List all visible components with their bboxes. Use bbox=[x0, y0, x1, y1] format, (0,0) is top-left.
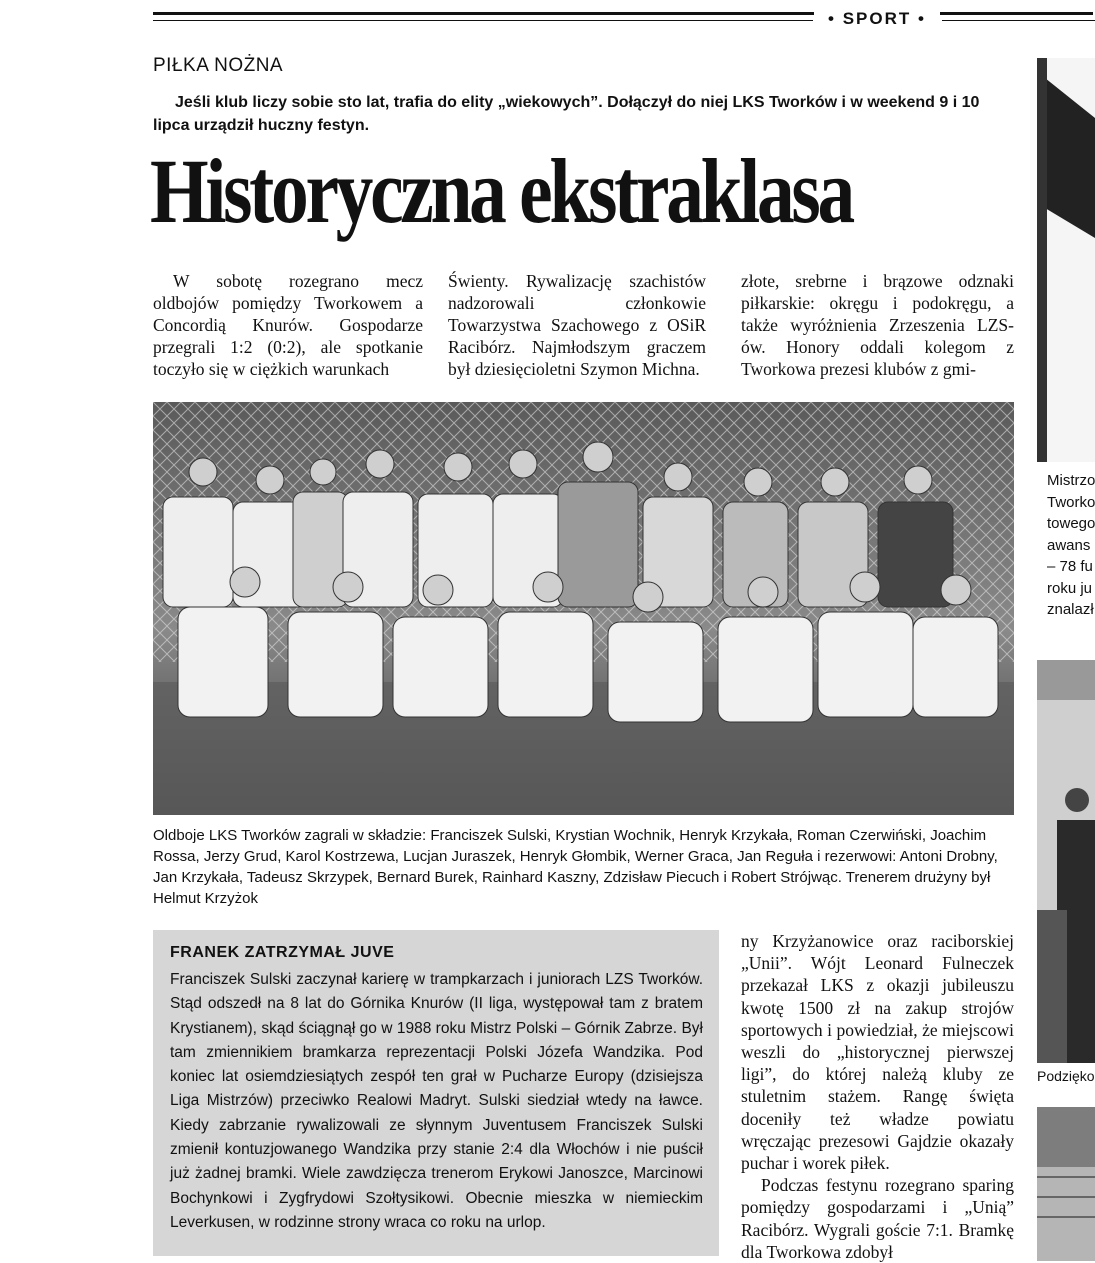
article-lead: Jeśli klub liczy sobie sto lat, trafia do elity „wiekowych”. Dołączył do niej LKS Tworków i w weekend 9 i 10 lipca urządził huczny festyn. bbox=[153, 94, 980, 134]
side-photo-1 bbox=[1037, 58, 1095, 462]
caption-line: roku ju bbox=[1047, 579, 1093, 597]
photo-caption: Oldboje LKS Tworków zagrali w składzie: Franciszek Sulski, Krystian Wochnik, Henryk Krzykała, Roman Czerwiński, Joachim Rossa, Jerzy Grud, Karol Kostrzewa, Lucjan Juraszek, Henryk Głombik, Werner Graca, Jan Reguła i rezerwowi: Antoni Drobny, Jan Krzykała, Tadeusz Skrzypek, Bernard Burek, Rainhard Kaszny, Zdzisław Piecuch i Robert Strójwąc. Trenerem drużyny był Helmut Krzyżok bbox=[153, 827, 998, 907]
caption-line: towego bbox=[1047, 515, 1095, 532]
top-rule bbox=[153, 12, 1093, 15]
sidebar-box-title: FRANEK ZATRZYMAŁ JUVE bbox=[170, 944, 395, 961]
side-caption-2: Podzięko bbox=[1037, 1068, 1095, 1084]
top-rule-thin-right bbox=[942, 20, 1095, 21]
caption-line: Mistrzo bbox=[1047, 472, 1095, 489]
article-headline: Historyczna ekstraklasa bbox=[150, 140, 852, 242]
sidebar-box-text: Franciszek Sulski zaczynał karierę w trampkarzach i juniorach LZS Tworków. Stąd odszedł na 8 lat do Górnika Knurów (II liga, występował tam z bratem Krystianem), skąd ściągnął go w 1988 roku Mistrz Polski – Górnik Zabrze. Był tam zmiennikiem bramkarza reprezentacji Polski Józefa Wandzika. Pod koniec lat osiemdziesiątych zespół ten grał w Pucharze Europy (dzisiejsza Liga Mistrzów) przeciwko Realowi Madryt. Sulski siedział wtedy na ławce. Kiedy zabrzanie rywalizowali ze słynnym Juventusem Franciszek Sulski zmienił kontuzjowanego Wandzika przy stanie 2:4 dla Włochów i nie puścił już żadnej bramki. Wiele zawdzięcza trenerom Erykowi Janoszce, Marcinowi Bochynkowi i Zygfrydowi Szołtysikowi. Obecnie mieszka w niemieckim Leverkusen, w rodzinne strony wraca co roku na urlop. bbox=[170, 971, 703, 1231]
caption-line: – 78 fu bbox=[1047, 558, 1093, 575]
caption-line: awans bbox=[1047, 536, 1091, 554]
article-column-2: Świenty. Rywalizację szachistów nadzorowali członkowie Towarzystwa Szachowego z OSiR Racibórz. Najmłodszym graczem był dziesięcioletni Szymon Michna. bbox=[448, 271, 706, 379]
top-rule-thin bbox=[153, 20, 813, 21]
section-label: • SPORT • bbox=[814, 8, 940, 30]
caption-line: znalazł bbox=[1047, 601, 1094, 618]
paragraph: Podczas festynu rozegrano sparing pomiędzy gospodarzami i „Unią” Racibórz. Wygrali goście 7:1. Bramkę dla Tworkowa zdobył bbox=[741, 1175, 1014, 1262]
side-photo-3 bbox=[1037, 1107, 1095, 1261]
article-column-3-continued bbox=[741, 930, 1014, 1263]
article-rubric: PIŁKA NOŻNA bbox=[153, 55, 284, 76]
side-caption-1 bbox=[1047, 470, 1095, 621]
side-photo-2-illustration bbox=[1037, 660, 1095, 1063]
side-photo-2 bbox=[1037, 660, 1095, 1063]
article-column-1: W sobotę rozegrano mecz oldbojów pomiędzy Tworkowem a Concordią Knurów. Gospodarze przegrali 1:2 (0:2), ale spotkanie toczyło się w ciężkich warunkach bbox=[153, 271, 423, 379]
side-photo-3-illustration bbox=[1037, 1107, 1095, 1261]
article-column-3: złote, srebrne i brązowe odznaki piłkarskie: okręgu i podokręgu, a także wyróżnienia Zrzeszenia LZS-ów. Honory oddali kolegom z Tworkowa prezesi klubów z gmi- bbox=[741, 271, 1014, 379]
team-photo bbox=[153, 402, 1014, 815]
team-photo-illustration bbox=[153, 402, 1014, 815]
caption-line: Tworko bbox=[1047, 493, 1095, 511]
side-photo-1-illustration bbox=[1037, 58, 1095, 462]
paragraph: ny Krzyżanowice oraz raciborskiej „Unii”. Wójt Leonard Fulneczek przekazał LKS z okazji jubileuszu kwotę 1500 zł na zakup strojów sportowych i powiedział, że miejscowi weszli do „historycznej pierwszej ligi”, do której należą kluby ze stuletnim stażem. Rangę święta doceniły też władze powiatu wręczając prezesowi Gajdzie okazały puchar i worek piłek. bbox=[741, 931, 1014, 1174]
